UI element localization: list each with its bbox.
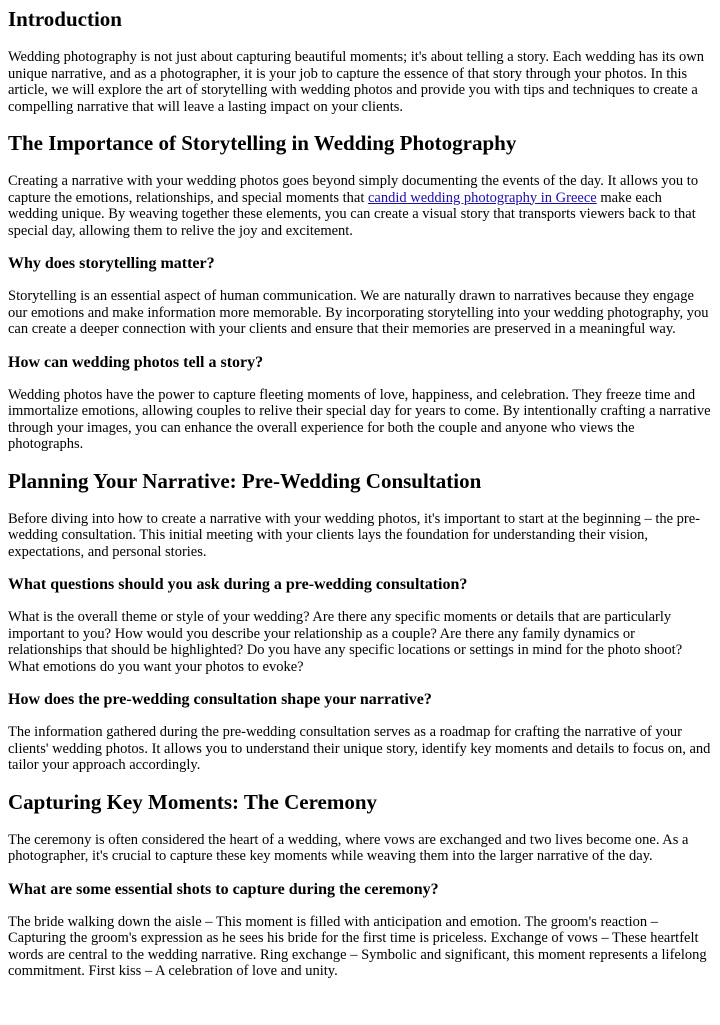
heading-planning: Planning Your Narrative: Pre-Wedding Consultation — [8, 468, 482, 493]
heading-importance: The Importance of Storytelling in Wedding Photography — [8, 131, 517, 155]
paragraph-consultation-shape: The information gathered during the pre-wedding consultation serves as a roadmap for crafting the narrative of your clients' wedding photos. It allows you to understand their unique story, identify key moments and details to focus on, and tailor your approach accordingly. — [8, 724, 711, 773]
heading-essential-shots: What are some essential shots to capture during the ceremony? — [8, 880, 439, 898]
heading-introduction: Introduction — [8, 7, 122, 31]
paragraph-essential-shots: The bride walking down the aisle – This moment is filled with anticipation and emotion. The groom's reaction – Capturing the groom's expression as he sees his bride for the first time is priceless. Exchange of vows – These heartfelt words are central to the wedding narrative. Ring exchange – Symbolic and significant, this moment represents a lifelong commitment. First kiss – A celebration of love and unity. — [8, 913, 707, 979]
heading-why-storytelling: Why does storytelling matter? — [8, 255, 215, 272]
heading-ceremony: Capturing Key Moments: The Ceremony — [8, 789, 378, 814]
paragraph-importance-text-end: make each wedding unique. By weaving together these elements, you can create a visual story that transports viewers back to that special day, allowing them to relive the joy and excitement. — [8, 189, 696, 239]
heading-consultation-shape: How does the pre-wedding consultation shape your narrative? — [8, 691, 432, 708]
heading-consultation-questions: What questions should you ask during a pre-wedding consultation? — [8, 576, 468, 593]
paragraph-why-storytelling: Storytelling is an essential aspect of human communication. We are naturally drawn to narratives because they engage our emotions and make information more memorable. By incorporating storytelling into your wedding photography, you can create a deeper connection with your clients and ensure that their memories are preserved in a meaningful way. — [8, 288, 709, 337]
paragraph-introduction: Wedding photography is not just about capturing beautiful moments; it's about telling a story. Each wedding has its own unique narrative, and as a photographer, it is your job to capture the essence of that story through your photos. In this article, we will explore the art of storytelling with wedding photos and provide you with tips and techniques to create a compelling narrative that will leave a lasting impact on your clients. — [8, 49, 704, 115]
paragraph-consultation-questions: What is the overall theme or style of your wedding? Are there any specific moments or details that are particularly important to you? How would you describe your relationship as a couple? Are there any family dynamics or relationships that should be highlighted? Do you have any specific locations or settings in mind for the photo shoot? What emotions do you want your photos to evoke? — [8, 609, 683, 675]
heading-how-photos-tell-story: How can wedding photos tell a story? — [8, 353, 264, 371]
paragraph-importance-text-start: Creating a narrative with your wedding photos goes beyond simply documenting the events of the day. It allows you to capture the emotions, relationships, and special moments that — [8, 173, 699, 206]
paragraph-importance — [8, 173, 712, 239]
article — [0, 7, 720, 980]
paragraph-how-photos-tell-story: Wedding photos have the power to capture fleeting moments of love, happiness, and celebration. They freeze time and immortalize emotions, allowing couples to relive their special day for years to come. By intentionally crafting a narrative through your images, you can enhance the overall experience for both the couple and anyone who views the photographs. — [8, 386, 711, 452]
paragraph-ceremony: The ceremony is often considered the heart of a wedding, where vows are exchanged and two lives become one. As a photographer, it's crucial to capture these key moments while weaving them into the larger narrative of the day. — [8, 831, 689, 864]
link-candid-wedding-photography[interactable]: candid wedding photography in Greece — [368, 189, 597, 206]
paragraph-planning: Before diving into how to create a narrative with your wedding photos, it's important to start at the beginning – the pre-wedding consultation. This initial meeting with your clients lays the foundation for understanding their vision, expectations, and personal stories. — [8, 510, 700, 560]
